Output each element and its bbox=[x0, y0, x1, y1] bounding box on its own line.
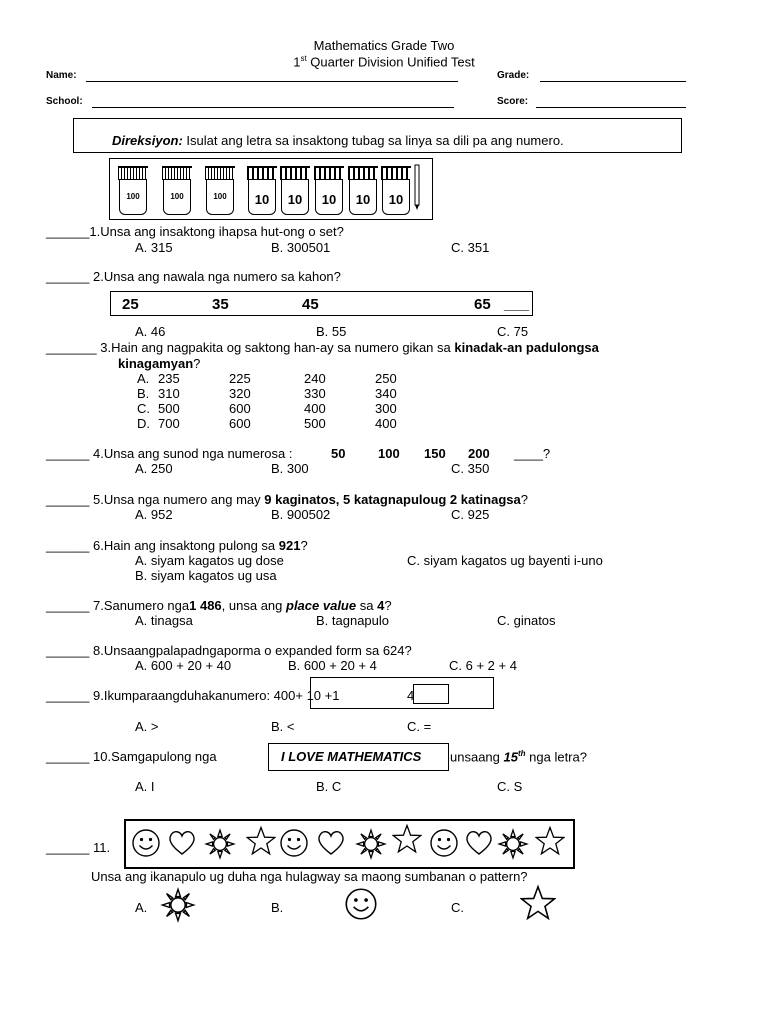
sequence-number: 150 bbox=[424, 446, 446, 461]
q11-option-b[interactable]: B. bbox=[271, 900, 284, 915]
sequence-number: 45 bbox=[302, 296, 319, 313]
ten-bundle: 10 bbox=[247, 166, 277, 216]
sun-icon bbox=[355, 828, 387, 860]
score-label: Score: bbox=[497, 96, 529, 107]
question-1: ______1.Unsa ang insaktong ihapsa hut-ong o set? bbox=[46, 224, 344, 239]
q1-option-b[interactable]: B. 300501 bbox=[271, 240, 331, 255]
ten-bundle: 10 bbox=[348, 166, 378, 216]
q4-option-a[interactable]: A. 250 bbox=[135, 461, 173, 476]
answer-blank-box[interactable] bbox=[413, 684, 449, 704]
name-label: Name: bbox=[46, 70, 77, 81]
sequence-number: 65 bbox=[474, 296, 491, 313]
sun-icon[interactable] bbox=[160, 887, 196, 923]
question-11-prompt: Unsa ang ikanapulo ug duha nga hulagway sa maong sumbanan o pattern? bbox=[91, 869, 528, 884]
heart-icon bbox=[167, 828, 197, 858]
grade-label: Grade: bbox=[497, 70, 530, 81]
hundred-bundle: 100 bbox=[205, 166, 235, 216]
q11-option-a[interactable]: A. bbox=[135, 900, 148, 915]
heart-icon bbox=[316, 828, 346, 858]
smiley-icon bbox=[429, 828, 459, 858]
q3-option-a[interactable]: A. 235 225 240 250 bbox=[137, 371, 397, 386]
q5-option-b[interactable]: B. 900502 bbox=[271, 507, 331, 522]
phrase-text: I LOVE MATHEMATICS bbox=[281, 749, 422, 764]
smiley-icon bbox=[131, 828, 161, 858]
smiley-icon[interactable] bbox=[344, 887, 378, 921]
question-8: ______ 8.Unsaangpalapadngaporma o expanded form sa 624? bbox=[46, 643, 412, 658]
q6-option-a[interactable]: A. siyam kagatos ug dose bbox=[135, 553, 284, 568]
direction-label: Direksiyon: bbox=[112, 133, 183, 148]
single-stick-icon bbox=[412, 163, 422, 211]
ten-bundle: 10 bbox=[381, 166, 411, 216]
q2-option-b[interactable]: B. 55 bbox=[316, 324, 347, 339]
question-10-rest: unsaang 15th nga letra? bbox=[450, 749, 587, 765]
sequence-blank[interactable]: ____? bbox=[514, 446, 551, 461]
question-10: ______ 10.Samgapulong nga bbox=[46, 749, 217, 764]
q6-option-c[interactable]: C. siyam kagatos ug bayenti i-uno bbox=[407, 553, 603, 568]
subtitle-superscript: st bbox=[300, 54, 307, 63]
sequence-blank[interactable]: ___ bbox=[504, 296, 530, 313]
q9-option-c[interactable]: C. = bbox=[407, 719, 432, 734]
question-4: ______ 4.Unsa ang sunod nga numerosa : bbox=[46, 446, 293, 461]
sun-icon bbox=[204, 828, 236, 860]
q4-option-b[interactable]: B. 300 bbox=[271, 461, 309, 476]
test-subtitle bbox=[0, 54, 768, 69]
question-11: ______ 11. bbox=[46, 840, 111, 855]
q7-option-b[interactable]: B. tagnapulo bbox=[316, 613, 390, 628]
grade-line[interactable] bbox=[540, 81, 686, 82]
q3-option-d[interactable]: D. 700 600 500 400 bbox=[137, 416, 397, 431]
direction-body: Isulat ang letra sa insaktong tubag sa linya sa dili pa ang numero. bbox=[182, 133, 564, 148]
q7-option-c[interactable]: C. ginatos bbox=[497, 613, 556, 628]
heart-icon bbox=[464, 828, 494, 858]
q3-option-b[interactable]: B. 310 320 330 340 bbox=[137, 386, 397, 401]
q10-option-b[interactable]: B. C bbox=[316, 779, 342, 794]
question-3: _______ 3.Hain ang nagpakita og saktong han-ay sa numero gikan sa kinadak-an padulongsa bbox=[46, 340, 599, 355]
subtitle-rest: Quarter Division Unified Test bbox=[306, 54, 475, 70]
q11-option-c[interactable]: C. bbox=[451, 900, 464, 915]
question-2: ______ 2.Unsa ang nawala nga numero sa kahon? bbox=[46, 269, 341, 284]
comparison-rhs: 4 bbox=[407, 688, 415, 703]
q9-option-b[interactable]: B. < bbox=[271, 719, 295, 734]
sequence-number: 35 bbox=[212, 296, 229, 313]
q7-option-a[interactable]: A. tinagsa bbox=[135, 613, 193, 628]
subtitle-number: 1 bbox=[293, 54, 301, 70]
q5-option-c[interactable]: C. 925 bbox=[451, 507, 490, 522]
q3-option-c[interactable]: C. 500 600 400 300 bbox=[137, 401, 397, 416]
sequence-number: 50 bbox=[331, 446, 346, 461]
q1-option-a[interactable]: A. 315 bbox=[135, 240, 173, 255]
school-label: School: bbox=[46, 96, 83, 107]
name-line[interactable] bbox=[86, 81, 458, 82]
q1-option-c[interactable]: C. 351 bbox=[451, 240, 490, 255]
q5-option-a[interactable]: A. 952 bbox=[135, 507, 173, 522]
ten-bundle: 10 bbox=[314, 166, 344, 216]
question-3-continued: kinagamyan? bbox=[118, 356, 201, 371]
question-9: ______ 9.Ikumparaangduhakanumero: 400+ 10 +1 bbox=[46, 688, 340, 703]
q10-option-c[interactable]: C. S bbox=[497, 779, 523, 794]
q2-option-a[interactable]: A. 46 bbox=[135, 324, 166, 339]
sequence-number: 200 bbox=[468, 446, 490, 461]
question-5: ______ 5.Unsa nga numero ang may 9 kaginatos, 5 katagnapuloug 2 katinagsa? bbox=[46, 492, 528, 507]
q8-option-b[interactable]: B. 600 + 20 + 4 bbox=[288, 658, 377, 673]
q8-option-a[interactable]: A. 600 + 20 + 40 bbox=[135, 658, 232, 673]
hundred-bundle: 100 bbox=[162, 166, 192, 216]
q6-option-b[interactable]: B. siyam kagatos ug usa bbox=[135, 568, 277, 583]
score-line[interactable] bbox=[536, 107, 686, 108]
q8-option-c[interactable]: C. 6 + 2 + 4 bbox=[449, 658, 517, 673]
sequence-number: 100 bbox=[378, 446, 400, 461]
direction-text bbox=[112, 133, 564, 148]
star-icon bbox=[535, 824, 565, 858]
star-icon bbox=[392, 822, 422, 856]
number-sequence-box bbox=[110, 291, 533, 316]
smiley-icon bbox=[279, 828, 309, 858]
q10-option-a[interactable]: A. I bbox=[135, 779, 155, 794]
q2-option-c[interactable]: C. 75 bbox=[497, 324, 529, 339]
star-icon[interactable] bbox=[520, 884, 556, 922]
sun-icon bbox=[497, 828, 529, 860]
question-7: ______ 7.Sanumero nga1 486, unsa ang place value sa 4? bbox=[46, 598, 392, 613]
hundred-bundle: 100 bbox=[118, 166, 148, 216]
ten-bundle: 10 bbox=[280, 166, 310, 216]
sequence-number: 25 bbox=[122, 296, 139, 313]
question-6: ______ 6.Hain ang insaktong pulong sa 921? bbox=[46, 538, 308, 553]
test-title: Mathematics Grade Two bbox=[313, 38, 455, 53]
q4-option-c[interactable]: C. 350 bbox=[451, 461, 490, 476]
star-icon bbox=[246, 824, 276, 858]
q9-option-a[interactable]: A. > bbox=[135, 719, 159, 734]
school-line[interactable] bbox=[92, 107, 454, 108]
